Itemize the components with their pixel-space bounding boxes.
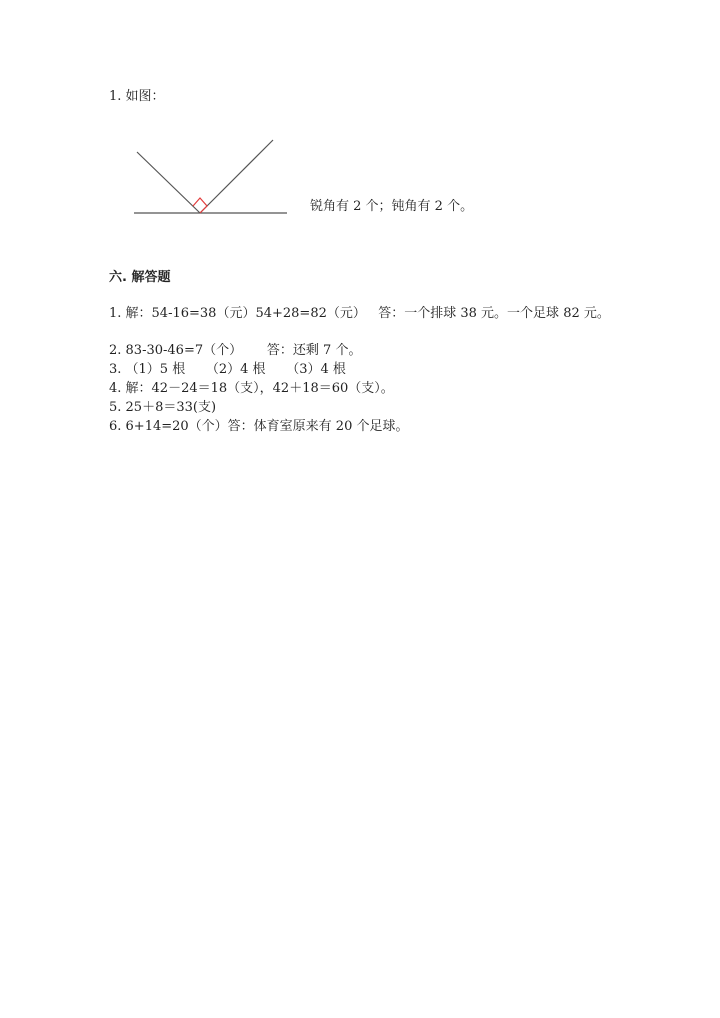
right-ray — [200, 140, 273, 213]
answer-line-2: 2. 83-30-46=7（个） 答：还剩 7 个。 — [109, 343, 362, 358]
angle-figure — [130, 135, 295, 224]
angle-diagram — [130, 135, 295, 220]
question-1-label: 1. 如图： — [109, 89, 165, 104]
answer-line-5: 5. 25＋8＝33(支) — [109, 400, 217, 415]
answer-line-6: 6. 6+14=20（个）答：体育室原来有 20 个足球。 — [109, 419, 409, 434]
figure-caption: 锐角有 2 个；钝角有 2 个。 — [310, 199, 474, 214]
right-angle-marker — [193, 198, 207, 213]
answer-line-4: 4. 解：42－24＝18（支），42＋18＝60（支）。 — [109, 381, 394, 396]
left-ray — [137, 152, 200, 213]
answer-line-1: 1. 解：54-16=38（元）54+28=82（元） 答：一个排球 38 元。一个足球 82 元。 — [109, 306, 610, 321]
answer-line-3: 3. （1）5 根 （2）4 根 （3）4 根 — [109, 362, 346, 377]
section-heading: 六. 解答题 — [109, 270, 171, 285]
